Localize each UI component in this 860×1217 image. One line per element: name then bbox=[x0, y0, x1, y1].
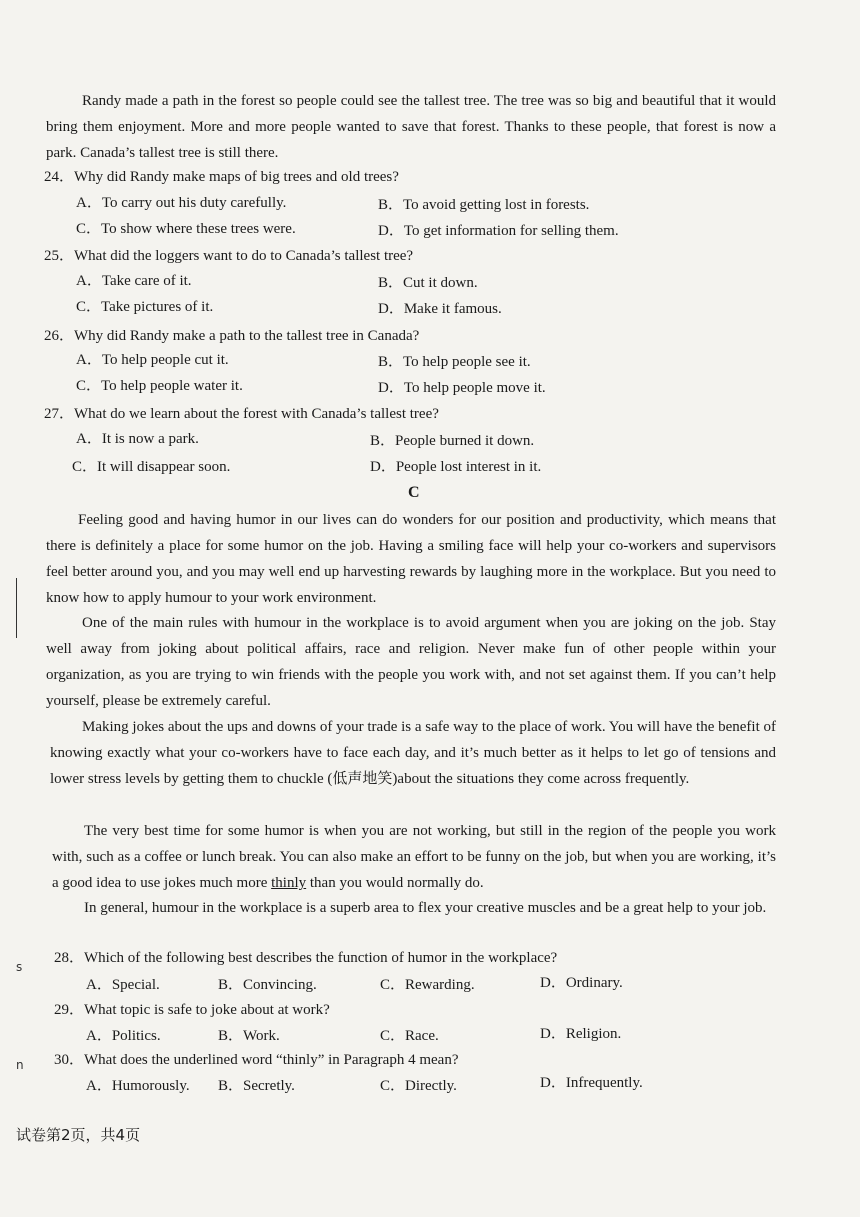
margin-bracket bbox=[16, 578, 21, 638]
question-text: Why did Randy make a path to the tallest tree in Canada? bbox=[74, 328, 420, 344]
option-25-b: B．Cut it down. bbox=[378, 275, 478, 291]
option-28-a: A．Special. bbox=[86, 977, 160, 993]
question-text: What topic is safe to joke about at work? bbox=[84, 1002, 330, 1018]
paragraph-4-text-after: than you would normally do. bbox=[306, 875, 484, 891]
passage-c-paragraph-3: Making jokes about the ups and downs of your trade is a safe way to the place of work. You will have the benefit of knowing exactly what your co-workers have to face each day, and it’s much better as it helps to let go of tensions and lower stress levels by getting them to chuckle (低声地笑)about the situations they come across frequently. bbox=[50, 719, 777, 787]
option-28-d: D．Ordinary. bbox=[540, 975, 623, 991]
question-number: 30． bbox=[54, 1052, 85, 1068]
question-text: Why did Randy make maps of big trees and old trees? bbox=[74, 169, 399, 185]
option-26-a: A．To help people cut it. bbox=[76, 352, 229, 368]
option-27-b: B．People burned it down. bbox=[370, 433, 535, 449]
option-30-c: C．Directly. bbox=[380, 1078, 457, 1094]
option-29-d: D．Religion. bbox=[540, 1026, 622, 1042]
question-text: Which of the following best describes the function of humor in the workplace? bbox=[84, 950, 558, 966]
option-24-a: A．To carry out his duty carefully. bbox=[76, 195, 287, 211]
passage-c-paragraph-5: In general, humour in the workplace is a superb area to flex your creative muscles and be a great help to your job. bbox=[84, 900, 767, 916]
page-footer: 试卷第2页，共4页 bbox=[16, 1126, 141, 1144]
underlined-word-thinly: thinly bbox=[271, 875, 307, 891]
question-29 bbox=[54, 1000, 330, 1020]
option-29-c: C．Race. bbox=[380, 1028, 439, 1044]
passage-b-end: Randy made a path in the forest so people could see the tallest tree. The tree was so big and beautiful that it would bring them enjoyment. More and more people wanted to save that forest. Thanks to these people, that forest is now a park. Canada’s tallest tree is still there. bbox=[46, 93, 776, 161]
option-26-d: D．To help people move it. bbox=[378, 380, 546, 396]
question-number: 24． bbox=[44, 169, 75, 185]
option-27-c: C．It will disappear soon. bbox=[72, 459, 231, 475]
option-26-c: C．To help people water it. bbox=[76, 378, 243, 394]
option-25-c: C．Take pictures of it. bbox=[76, 299, 214, 315]
question-27 bbox=[44, 404, 439, 424]
option-27-a: A．It is now a park. bbox=[76, 431, 199, 447]
option-25-a: A．Take care of it. bbox=[76, 273, 192, 289]
margin-mark-n: n bbox=[16, 1058, 24, 1072]
question-24 bbox=[44, 167, 399, 187]
option-30-a: A．Humorously. bbox=[86, 1078, 190, 1094]
question-number: 27． bbox=[44, 406, 75, 422]
section-c-label: C bbox=[408, 484, 420, 501]
option-24-d: D．To get information for selling them. bbox=[378, 223, 619, 239]
option-29-a: A．Politics. bbox=[86, 1028, 161, 1044]
question-26 bbox=[44, 326, 419, 346]
question-number: 28． bbox=[54, 950, 85, 966]
option-30-d: D．Infrequently. bbox=[540, 1075, 643, 1091]
question-text: What did the loggers want to do to Canada’s tallest tree? bbox=[74, 248, 414, 264]
option-27-d: D．People lost interest in it. bbox=[370, 459, 542, 475]
option-30-b: B．Secretly. bbox=[218, 1078, 295, 1094]
question-30 bbox=[54, 1050, 458, 1070]
question-28 bbox=[54, 948, 557, 968]
option-24-c: C．To show where these trees were. bbox=[76, 221, 296, 237]
question-number: 26． bbox=[44, 328, 75, 344]
option-26-b: B．To help people see it. bbox=[378, 354, 531, 370]
option-29-b: B．Work. bbox=[218, 1028, 280, 1044]
passage-c-paragraph-1: Feeling good and having humor in our lives can do wonders for our position and productivity, which means that there is definitely a place for some humor on the job. Having a smiling face will help your co-workers and supervisors feel better around you, and you may well end up harvesting rewards by laughing more in the workplace. But you need to know how to apply humour to your work environment. bbox=[46, 512, 776, 606]
option-24-b: B．To avoid getting lost in forests. bbox=[378, 197, 590, 213]
question-25 bbox=[44, 246, 413, 266]
option-25-d: D．Make it famous. bbox=[378, 301, 502, 317]
option-28-c: C．Rewarding. bbox=[380, 977, 475, 993]
option-28-b: B．Convincing. bbox=[218, 977, 317, 993]
question-text: What do we learn about the forest with Canada’s tallest tree? bbox=[74, 406, 439, 422]
paragraph-4-text-before: The very best time for some humor is when you are not working, but still in the region of the people you work with, such as a coffee or lunch break. You can also make an effort to be funny on the job, but when you are working, it’s a good idea to use jokes much more bbox=[52, 823, 776, 891]
question-number: 29． bbox=[54, 1002, 85, 1018]
question-text: What does the underlined word “thinly” in Paragraph 4 mean? bbox=[84, 1052, 459, 1068]
passage-c-paragraph-4 bbox=[52, 818, 776, 896]
margin-mark-s: s bbox=[16, 960, 23, 974]
question-number: 25． bbox=[44, 248, 75, 264]
passage-c-paragraph-2: One of the main rules with humour in the workplace is to avoid argument when you are joking on the job. Stay well away from joking about political affairs, race and religion. Never make fun of other people within your organization, as you are trying to win friends with the people you work with, and not set against them. If you can’t help yourself, please be extremely careful. bbox=[46, 615, 776, 709]
